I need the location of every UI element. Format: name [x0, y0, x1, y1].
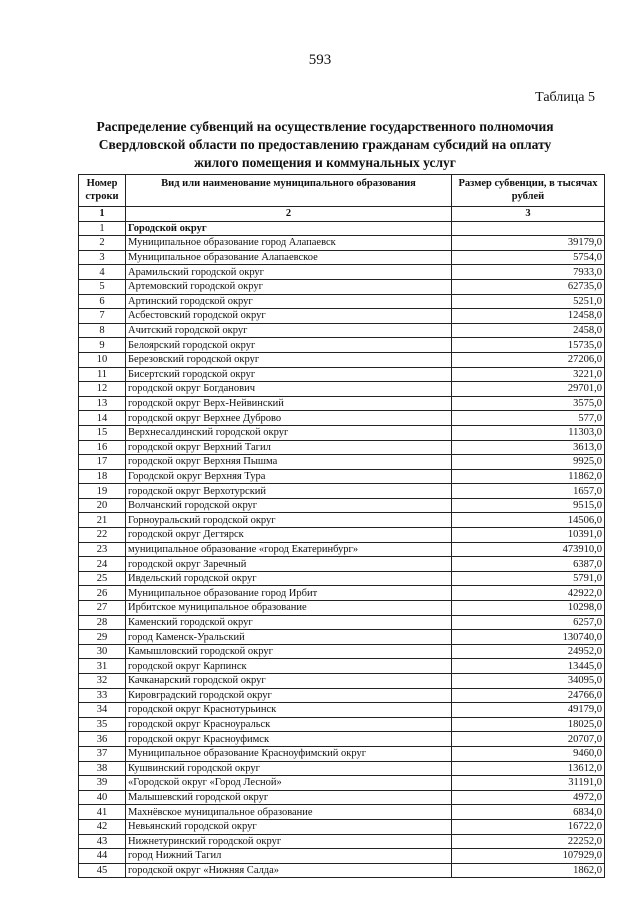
table-row [79, 221, 605, 236]
table-row [79, 309, 605, 324]
municipality-name: муниципальное образование «город Екатеринбург» [126, 542, 452, 557]
subsidy-amount: 34095,0 [452, 674, 605, 689]
municipality-name: Камышловский городской округ [126, 644, 452, 659]
row-number: 2 [79, 236, 126, 251]
row-number: 44 [79, 849, 126, 864]
table-row [79, 279, 605, 294]
subsidy-amount: 49179,0 [452, 703, 605, 718]
municipality-name: городской округ Краснотурьинск [126, 703, 452, 718]
row-number: 18 [79, 469, 126, 484]
municipality-name: Городской округ [126, 221, 452, 236]
row-number: 12 [79, 382, 126, 397]
municipality-name: Березовский городской округ [126, 352, 452, 367]
row-number: 28 [79, 615, 126, 630]
row-number: 13 [79, 396, 126, 411]
table-body [79, 221, 605, 878]
table-row [79, 352, 605, 367]
subsidy-amount: 3613,0 [452, 440, 605, 455]
subsidy-amount: 7933,0 [452, 265, 605, 280]
subsidy-amount: 39179,0 [452, 236, 605, 251]
row-number: 17 [79, 455, 126, 470]
row-number: 11 [79, 367, 126, 382]
municipality-name: городской округ Дегтярск [126, 528, 452, 543]
municipality-name: Муниципальное образование город Ирбит [126, 586, 452, 601]
row-number: 16 [79, 440, 126, 455]
subsidy-amount: 13612,0 [452, 761, 605, 776]
municipality-name: Асбестовский городской округ [126, 309, 452, 324]
table-row [79, 586, 605, 601]
table-row [79, 790, 605, 805]
table-row [79, 323, 605, 338]
table-label: Таблица 5 [535, 90, 595, 105]
table-row [79, 396, 605, 411]
table-row [79, 819, 605, 834]
municipality-name: Артемовский городской округ [126, 279, 452, 294]
table-row [79, 863, 605, 878]
subsidy-amount: 27206,0 [452, 352, 605, 367]
row-number: 45 [79, 863, 126, 878]
row-number: 29 [79, 630, 126, 645]
subsidy-amount: 12458,0 [452, 309, 605, 324]
municipality-name: Кушвинский городской округ [126, 761, 452, 776]
municipality-name: Верхнесалдинский городской округ [126, 425, 452, 440]
subsidy-amount: 16722,0 [452, 819, 605, 834]
municipality-name: Кировградский городской округ [126, 688, 452, 703]
municipality-name: Волчанский городской округ [126, 498, 452, 513]
subsidy-amount: 31191,0 [452, 776, 605, 791]
row-number: 33 [79, 688, 126, 703]
subsidy-amount: 24952,0 [452, 644, 605, 659]
subsidy-amount: 29701,0 [452, 382, 605, 397]
municipality-name: городской округ Карпинск [126, 659, 452, 674]
table-row [79, 703, 605, 718]
subsidy-amount: 3221,0 [452, 367, 605, 382]
row-number: 4 [79, 265, 126, 280]
subsidy-amount: 473910,0 [452, 542, 605, 557]
column-index: 1 [79, 207, 126, 222]
row-number: 8 [79, 323, 126, 338]
row-number: 15 [79, 425, 126, 440]
municipality-name: городской округ Верхняя Пышма [126, 455, 452, 470]
municipality-name: городской округ Заречный [126, 557, 452, 572]
row-number: 38 [79, 761, 126, 776]
subsidy-amount: 9515,0 [452, 498, 605, 513]
municipality-name: Муниципальное образование Красноуфимский округ [126, 746, 452, 761]
municipality-name: город Каменск-Уральский [126, 630, 452, 645]
table-row [79, 776, 605, 791]
subsidy-amount: 6257,0 [452, 615, 605, 630]
table-row [79, 498, 605, 513]
subsidy-amount: 6834,0 [452, 805, 605, 820]
municipality-name: Нижнетуринский городской округ [126, 834, 452, 849]
subsidy-amount: 10391,0 [452, 528, 605, 543]
subsidy-amount: 4972,0 [452, 790, 605, 805]
subsidy-amount: 5754,0 [452, 250, 605, 265]
table-row [79, 265, 605, 280]
municipality-name: Ачитский городской округ [126, 323, 452, 338]
table-row [79, 717, 605, 732]
row-number: 32 [79, 674, 126, 689]
title-line: Распределение субвенций на осуществление государственного полномочия [96, 119, 554, 134]
subsidy-amount: 5251,0 [452, 294, 605, 309]
municipality-name: Каменский городской округ [126, 615, 452, 630]
municipality-name: городской округ Верхнее Дуброво [126, 411, 452, 426]
table-row [79, 746, 605, 761]
table-row [79, 455, 605, 470]
subsidy-amount: 1862,0 [452, 863, 605, 878]
subsidy-amount: 14506,0 [452, 513, 605, 528]
table-row [79, 644, 605, 659]
row-number: 27 [79, 601, 126, 616]
municipality-name: Городской округ Верхняя Тура [126, 469, 452, 484]
row-number: 19 [79, 484, 126, 499]
subsidy-amount [452, 221, 605, 236]
table-row [79, 732, 605, 747]
row-number: 26 [79, 586, 126, 601]
table-row [79, 542, 605, 557]
municipality-name: Ирбитское муниципальное образование [126, 601, 452, 616]
row-number: 37 [79, 746, 126, 761]
row-number: 39 [79, 776, 126, 791]
row-number: 23 [79, 542, 126, 557]
municipality-name: Муниципальное образование город Алапаевск [126, 236, 452, 251]
row-number: 43 [79, 834, 126, 849]
municipality-name: городской округ Красноуральск [126, 717, 452, 732]
row-number: 42 [79, 819, 126, 834]
table-row [79, 528, 605, 543]
column-index: 3 [452, 207, 605, 222]
subsidy-amount: 2458,0 [452, 323, 605, 338]
table-row [79, 761, 605, 776]
municipality-name: Артинский городской округ [126, 294, 452, 309]
row-number: 41 [79, 805, 126, 820]
row-number: 40 [79, 790, 126, 805]
subsidy-amount: 9925,0 [452, 455, 605, 470]
municipality-name: городской округ Верхотурский [126, 484, 452, 499]
subsidy-amount: 3575,0 [452, 396, 605, 411]
subsidy-amount: 577,0 [452, 411, 605, 426]
row-number: 34 [79, 703, 126, 718]
table-row [79, 469, 605, 484]
header-municipality: Вид или наименование муниципального образования [126, 175, 452, 207]
table-row [79, 382, 605, 397]
municipality-name: «Городской округ «Город Лесной» [126, 776, 452, 791]
table-row [79, 674, 605, 689]
subsidy-amount: 9460,0 [452, 746, 605, 761]
table-row [79, 849, 605, 864]
subsidy-amount: 13445,0 [452, 659, 605, 674]
table-row [79, 630, 605, 645]
municipality-name: Махнёвское муниципальное образование [126, 805, 452, 820]
row-number: 14 [79, 411, 126, 426]
subsidy-amount: 6387,0 [452, 557, 605, 572]
table-row [79, 425, 605, 440]
subsidy-amount: 11303,0 [452, 425, 605, 440]
subsidy-amount: 11862,0 [452, 469, 605, 484]
subsidy-amount: 42922,0 [452, 586, 605, 601]
row-number: 7 [79, 309, 126, 324]
row-number: 22 [79, 528, 126, 543]
table-row [79, 294, 605, 309]
table-row [79, 557, 605, 572]
municipality-name: Арамильский городской округ [126, 265, 452, 280]
title-line: Свердловской области по предоставлению гражданам субсидий на оплату [98, 137, 552, 152]
table-row [79, 367, 605, 382]
table-row [79, 513, 605, 528]
municipality-name: Бисертский городской округ [126, 367, 452, 382]
municipality-name: Невьянский городской округ [126, 819, 452, 834]
row-number: 6 [79, 294, 126, 309]
document-title [90, 118, 560, 172]
subsidy-amount: 20707,0 [452, 732, 605, 747]
table-row [79, 615, 605, 630]
subsidy-amount: 107929,0 [452, 849, 605, 864]
row-number: 25 [79, 571, 126, 586]
title-line: жилого помещения и коммунальных услуг [194, 155, 456, 170]
table-row [79, 688, 605, 703]
table-row [79, 659, 605, 674]
subsidy-table [78, 174, 605, 878]
subsidy-amount: 5791,0 [452, 571, 605, 586]
table-row [79, 250, 605, 265]
subsidy-amount: 15735,0 [452, 338, 605, 353]
column-index-row [79, 207, 605, 222]
subsidy-amount: 24766,0 [452, 688, 605, 703]
row-number: 35 [79, 717, 126, 732]
municipality-name: Белоярский городской округ [126, 338, 452, 353]
municipality-name: городской округ Богданович [126, 382, 452, 397]
table-row [79, 338, 605, 353]
table-row [79, 571, 605, 586]
subsidy-amount: 10298,0 [452, 601, 605, 616]
row-number: 24 [79, 557, 126, 572]
municipality-name: городской округ Верх-Нейвинский [126, 396, 452, 411]
row-number: 31 [79, 659, 126, 674]
page-number: 593 [308, 52, 332, 68]
municipality-name: Малышевский городской округ [126, 790, 452, 805]
municipality-name: Ивдельский городской округ [126, 571, 452, 586]
table-row [79, 834, 605, 849]
row-number: 1 [79, 221, 126, 236]
subsidy-amount: 130740,0 [452, 630, 605, 645]
municipality-name: городской округ Красноуфимск [126, 732, 452, 747]
header-row [79, 175, 605, 207]
table-row [79, 484, 605, 499]
table-row [79, 601, 605, 616]
subsidy-amount: 1657,0 [452, 484, 605, 499]
row-number: 20 [79, 498, 126, 513]
row-number: 10 [79, 352, 126, 367]
municipality-name: городской округ «Нижняя Салда» [126, 863, 452, 878]
row-number: 3 [79, 250, 126, 265]
row-number: 21 [79, 513, 126, 528]
row-number: 30 [79, 644, 126, 659]
table-row [79, 411, 605, 426]
table-row [79, 236, 605, 251]
header-subsidy-amount: Размер субвенции, в тысячах рублей [452, 175, 605, 207]
municipality-name: Муниципальное образование Алапаевское [126, 250, 452, 265]
row-number: 36 [79, 732, 126, 747]
municipality-name: город Нижний Тагил [126, 849, 452, 864]
municipality-name: Качканарский городской округ [126, 674, 452, 689]
municipality-name: городской округ Верхний Тагил [126, 440, 452, 455]
row-number: 9 [79, 338, 126, 353]
municipality-name: Горноуральский городской округ [126, 513, 452, 528]
row-number: 5 [79, 279, 126, 294]
table-row [79, 440, 605, 455]
column-index: 2 [126, 207, 452, 222]
subsidy-amount: 18025,0 [452, 717, 605, 732]
header-row-number: Номер строки [79, 175, 126, 207]
subsidy-amount: 22252,0 [452, 834, 605, 849]
subsidy-amount: 62735,0 [452, 279, 605, 294]
table-row [79, 805, 605, 820]
